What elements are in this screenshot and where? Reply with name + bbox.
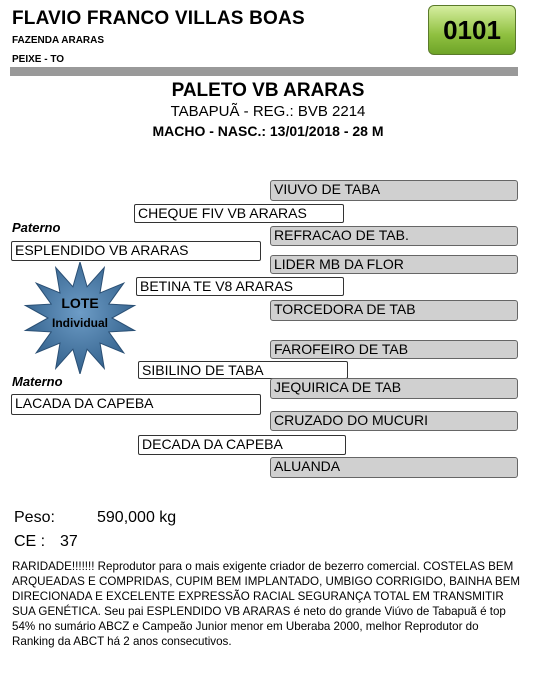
pedigree-pgs-dam: REFRACAO DE TAB. xyxy=(270,226,518,246)
pedigree-mgd-sire: CRUZADO DO MUCURI xyxy=(270,411,518,431)
weight-label: Peso: xyxy=(14,509,55,526)
weight-value: 590,000 kg xyxy=(97,509,177,526)
owner-name: FLAVIO FRANCO VILLAS BOAS xyxy=(12,8,305,29)
farm-name: FAZENDA ARARAS xyxy=(12,35,105,46)
lot-number-badge: 0101 xyxy=(428,5,516,55)
pedigree-pgd-dam: TORCEDORA DE TAB xyxy=(270,300,518,321)
header-divider xyxy=(10,67,518,76)
pedigree-pgs-sire: VIUVO DE TABA xyxy=(270,180,518,201)
materno-label: Materno xyxy=(12,374,63,389)
badge-line1: LOTE xyxy=(61,295,99,311)
pedigree-dam: LACADA DA CAPEBA xyxy=(11,394,261,415)
paterno-label: Paterno xyxy=(12,220,61,235)
pedigree-mgs-sire: FAROFEIRO DE TAB xyxy=(270,340,518,359)
animal-name: PALETO VB ARARAS xyxy=(171,80,365,101)
scrotal-circumference-label: CE : xyxy=(14,533,46,550)
pedigree-maternal-granddam: DECADA DA CAPEBA xyxy=(138,435,346,455)
pedigree-paternal-granddam: BETINA TE V8 ARARAS xyxy=(136,277,344,296)
pedigree-paternal-grandsire: CHEQUE FIV VB ARARAS xyxy=(134,204,344,223)
animal-sex-birth: MACHO - NASC.: 13/01/2018 - 28 M xyxy=(152,123,384,139)
pedigree-maternal-grandsire: SIBILINO DE TABA xyxy=(138,361,348,379)
pedigree-sire: ESPLENDIDO VB ARARAS xyxy=(11,241,261,261)
badge-line2: Individual xyxy=(51,316,108,330)
farm-location: PEIXE - TO xyxy=(12,54,65,65)
pedigree-pgd-sire: LIDER MB DA FLOR xyxy=(270,255,518,274)
animal-breed-registration: TABAPUÃ - REG.: BVB 2214 xyxy=(170,103,366,120)
pedigree-mgd-dam: ALUANDA xyxy=(270,457,518,478)
pedigree-mgs-dam: JEQUIRICA DE TAB xyxy=(270,378,518,399)
lote-individual-badge xyxy=(20,262,140,374)
scrotal-circumference-value: 37 xyxy=(60,533,78,550)
animal-description: RARIDADE!!!!!!! Reprodutor para o mais exigente criador de bezerro comercial. COSTELAS BEM ARQUEADAS E COMPRIDAS, CUPIM BEM IMPLANTADO, UMBIGO CORRIGIDO, BAINHA BEM DIRECIONADA E EXCELENTE EXPRESSÃO RACIAL SEGURANÇA TOTAL EM TRANSMITIR SUA GENÉTICA. Seu pai ESPLENDIDO VB ARARAS é neto do grande Viúvo de Tabapuã é top 54% no sumário ABCZ e Campeão Junior menor em Uberaba 2000, melhor Reprodutor do Ranking da ABCT há 2 anos consecutivos. xyxy=(12,560,521,648)
